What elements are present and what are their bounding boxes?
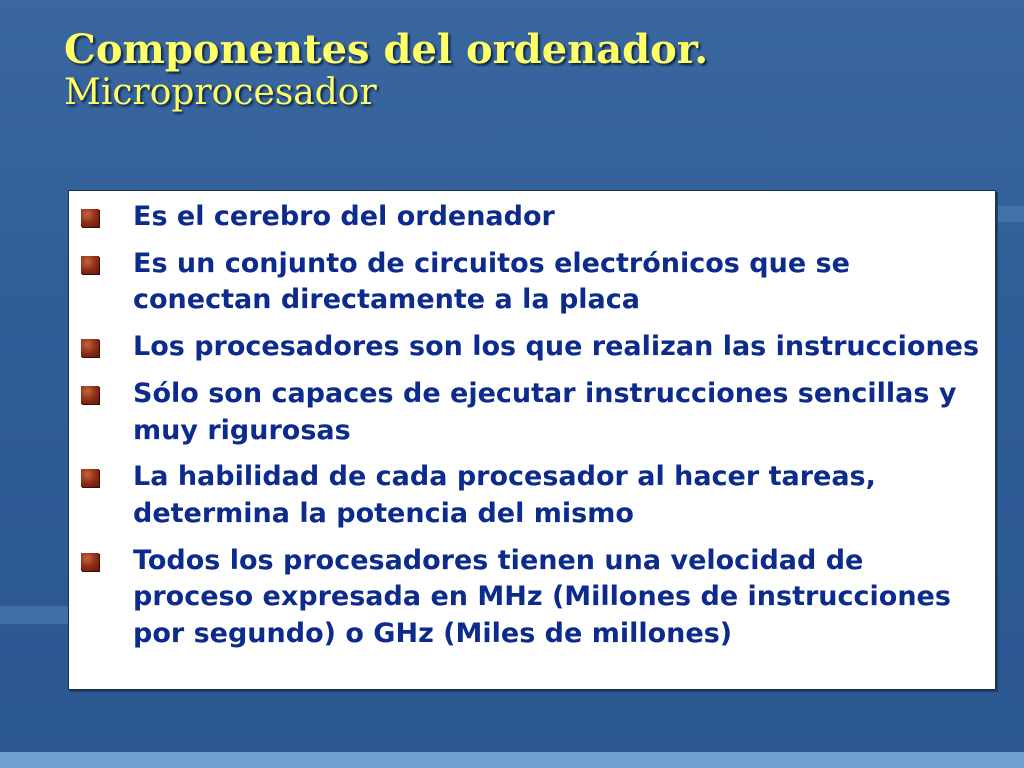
bullet-item — [69, 329, 981, 366]
square-bullet-icon — [81, 553, 99, 571]
square-bullet-icon — [81, 386, 99, 404]
content-box — [68, 190, 996, 690]
bullet-item — [69, 376, 981, 449]
bullet-item — [69, 543, 981, 653]
bullet-item — [69, 246, 981, 319]
decorative-stripe-right — [996, 206, 1024, 222]
bullet-text: Es el cerebro del ordenador — [133, 201, 555, 232]
bullet-text: Los procesadores son los que realizan las instrucciones — [133, 331, 980, 363]
square-bullet-icon — [81, 209, 99, 227]
bullet-list — [69, 199, 981, 653]
square-bullet-icon — [81, 256, 99, 274]
bullet-item — [69, 199, 981, 236]
square-bullet-icon — [81, 339, 99, 357]
bullet-text: Es un conjunto de circuitos electrónicos que se conectan directamente a la placa — [133, 247, 850, 316]
bottom-bar — [0, 752, 1024, 768]
bullet-item — [69, 459, 981, 532]
square-bullet-icon — [81, 469, 99, 487]
slide-title-main: Componentes del ordenador. — [64, 26, 709, 73]
bullet-text: Todos los procesadores tienen una velocidad de proceso expresada en MHz (Millones de instrucciones por segundo) o GHz (Miles de millones) — [133, 544, 951, 650]
bullet-text: Sólo son capaces de ejecutar instrucciones sencillas y muy rigurosas — [133, 377, 957, 446]
slide-title — [64, 28, 708, 113]
bullet-text: La habilidad de cada procesador al hacer tareas, determina la potencia del mismo — [133, 461, 876, 530]
decorative-stripe-left — [0, 606, 68, 624]
slide-title-sub: Microprocesador — [64, 71, 377, 113]
